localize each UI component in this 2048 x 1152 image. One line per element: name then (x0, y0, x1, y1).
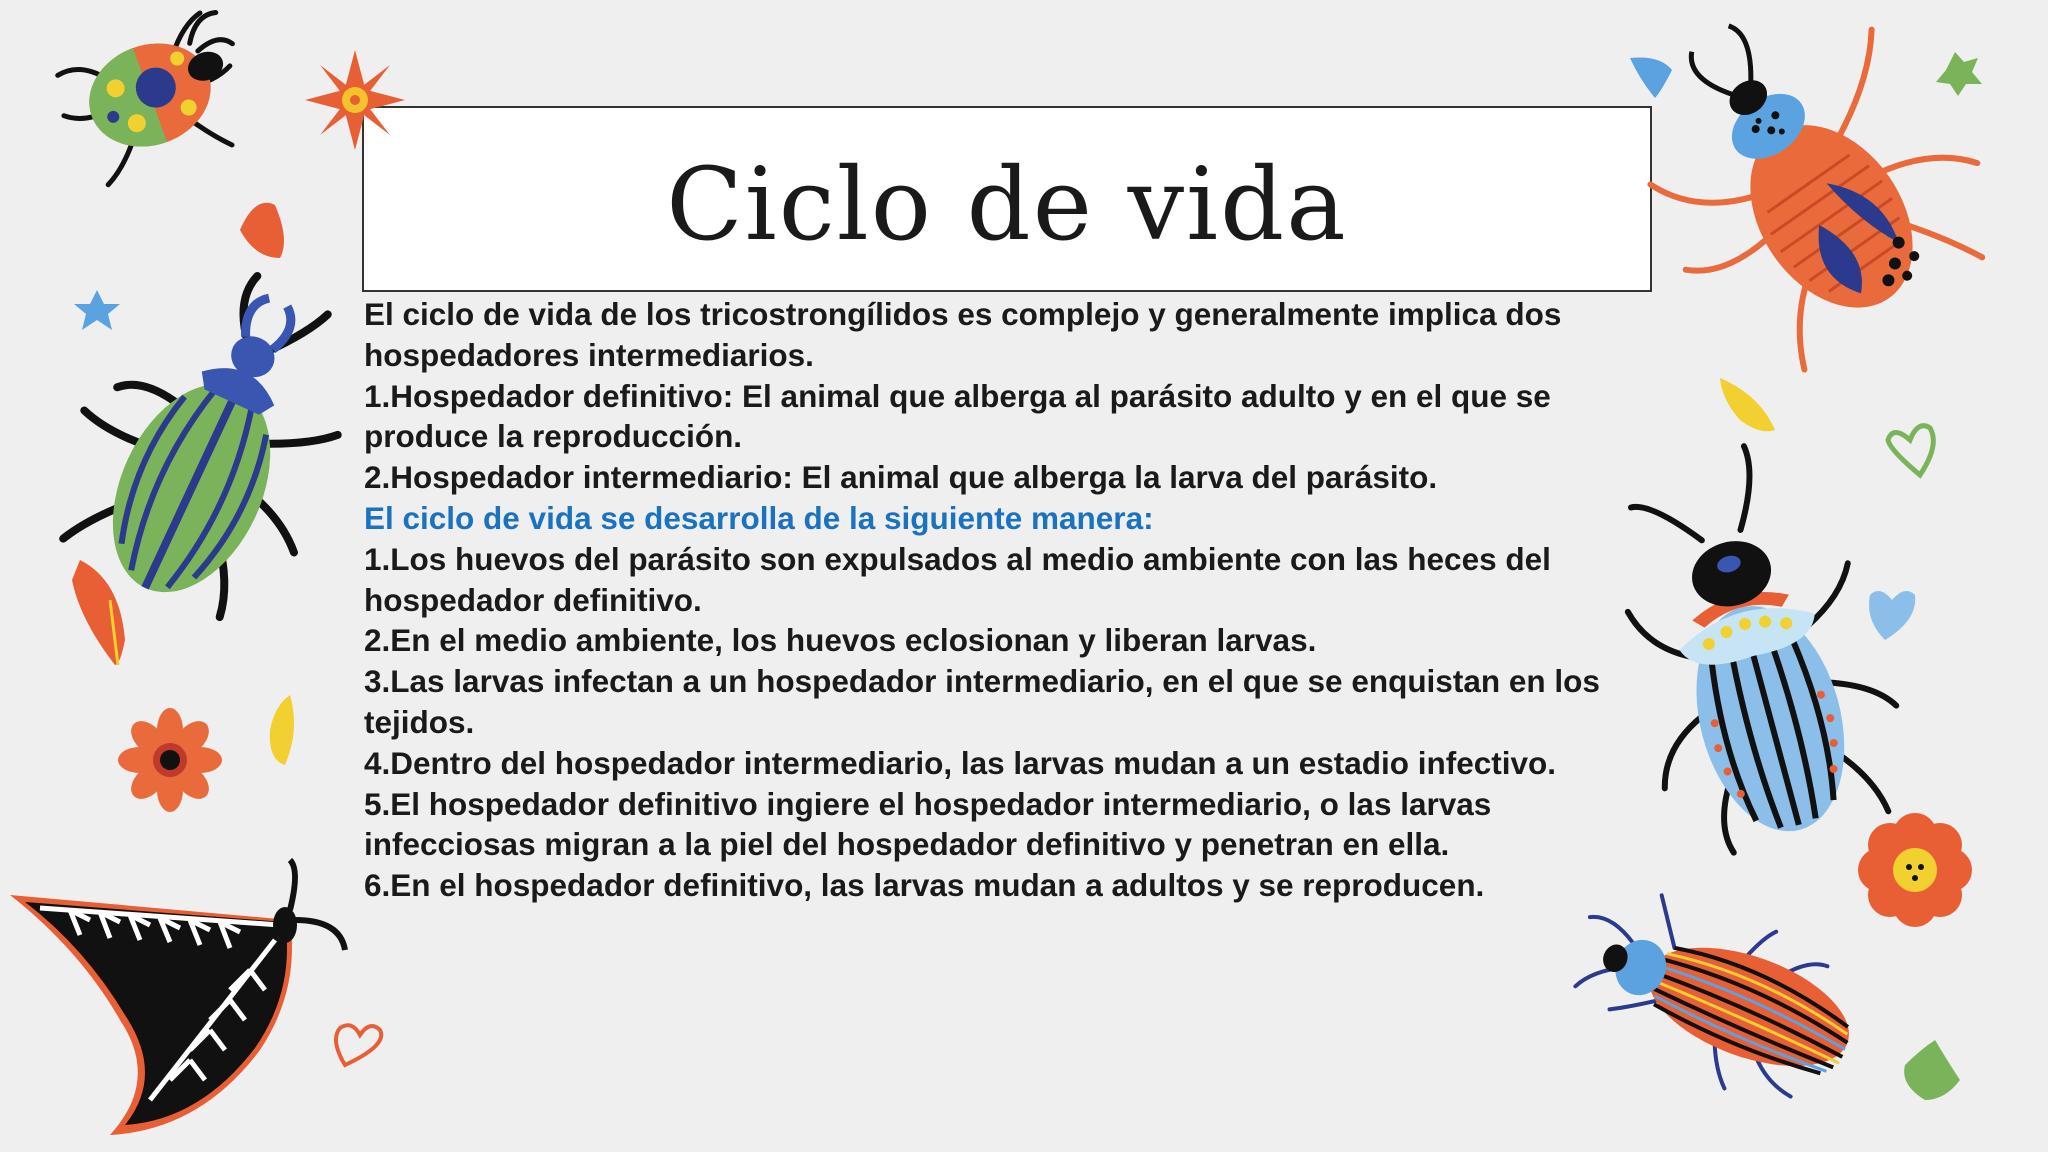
beetle-icon (27, 234, 393, 639)
paragraph: El ciclo de vida de los tricostrongílidos es complejo y generalmente implica dos hospedadores intermediarios. (364, 296, 1562, 373)
heart-icon (1869, 591, 1915, 640)
leaf-icon (1720, 378, 1775, 431)
leaf-icon (270, 695, 294, 765)
body-text (364, 294, 1664, 906)
paragraph: 1.Hospedador definitivo: El animal que alberga al parásito adulto y en el que se produce la reproducción. (364, 377, 1551, 455)
paragraph: 5.El hospedador definitivo ingiere el hospedador intermediario, o las larvas infecciosas migran a la piel del hospedador definitivo y penetran en ella. (364, 785, 1492, 863)
flower-icon (118, 708, 222, 812)
slide-title: Ciclo de vida (666, 145, 1348, 263)
star-icon (74, 290, 120, 330)
paragraph: 2.En el medio ambiente, los huevos eclosionan y liberan larvas. (364, 622, 1317, 659)
star-icon (1936, 52, 1982, 96)
flower-icon (1858, 813, 1972, 927)
paragraph: 3.Las larvas infectan a un hospedador intermediario, en el que se enquistan en los tejidos. (364, 663, 1600, 740)
paragraph: 6.En el hospedador definitivo, las larvas mudan a adultos y se reproducen. (364, 867, 1485, 904)
paragraph: 2.Hospedador intermediario: El animal que alberga la larva del parásito. (364, 459, 1438, 496)
heart-icon (1888, 426, 1933, 475)
leaf-icon (72, 560, 125, 665)
heart-icon (336, 1025, 381, 1065)
leaf-icon (240, 203, 284, 258)
paragraph: 1.Los huevos del parásito son expulsados al medio ambiente con las heces del hospedador definitivo. (364, 540, 1551, 618)
paragraph: 4.Dentro del hospedador intermediario, las larvas mudan a un estadio infectivo. (364, 744, 1557, 781)
ladybug-icon (47, 6, 265, 195)
leaf-icon (1630, 58, 1672, 99)
beetle-icon (1551, 870, 1875, 1123)
highlight-paragraph: El ciclo de vida se desarrolla de la siguiente manera: (364, 499, 1154, 536)
moth-icon (10, 860, 345, 1135)
leaf-icon (1904, 1040, 1960, 1100)
title-box (362, 106, 1652, 292)
